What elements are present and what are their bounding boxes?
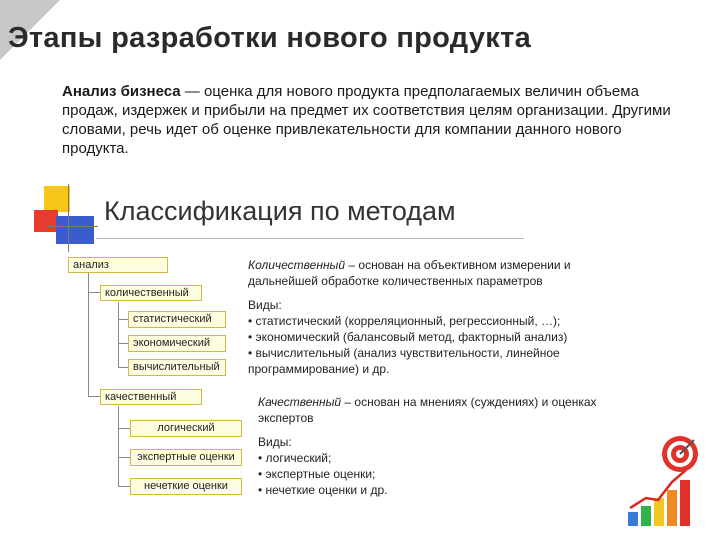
quantitative-term: Количественный [248, 258, 346, 272]
quantitative-type-item: • вычислительный (анализ чувствительности, линейное программирование) и др. [248, 346, 560, 376]
qualitative-definition [258, 394, 598, 426]
qualitative-types-label: Виды: [258, 435, 292, 449]
qualitative-type-item: • нечеткие оценки и др. [258, 483, 388, 497]
tree-node-statistical: статистический [128, 311, 226, 328]
logo-blue-square [56, 216, 94, 244]
qualitative-type-item: • экспертные оценки; [258, 467, 376, 481]
tree-node-expert: экспертные оценки [130, 449, 242, 466]
quantitative-definition-text: – основан на объективном измерении и дальнейшей обработке количественных параметров [248, 258, 571, 288]
tree-node-fuzzy: нечеткие оценки [130, 478, 242, 495]
intro-term: Анализ бизнеса [62, 83, 181, 100]
qualitative-definition-text: – основан на мнениях (суждениях) и оценках экспертов [258, 395, 597, 425]
tree-node-qualitative: качественный [100, 389, 202, 405]
tree-node-analysis: анализ [68, 257, 168, 273]
intro-paragraph [62, 82, 682, 158]
quantitative-type-item: • статистический (корреляционный, регрессионный, …); [248, 314, 561, 328]
quantitative-description [248, 257, 618, 377]
logo-red-square [34, 210, 58, 232]
tree-connector [88, 272, 89, 396]
tree-connector [118, 406, 119, 486]
target-chart-decoration-icon [624, 430, 704, 530]
quantitative-definition [248, 257, 618, 289]
tree-node-computational: вычислительный [128, 359, 226, 376]
quantitative-type-item: • экономический (балансовый метод, факторный анализ) [248, 330, 568, 344]
logo-horizontal-line [46, 226, 98, 227]
tree-node-economic: экономический [128, 335, 226, 352]
tree-connector [118, 302, 119, 368]
qualitative-term: Качественный [258, 395, 342, 409]
logo-yellow-square [44, 186, 70, 212]
logo-vertical-line [68, 184, 69, 252]
quantitative-types-label: Виды: [248, 298, 282, 312]
page-title: Этапы разработки нового продукта [8, 22, 532, 54]
qualitative-type-item: • логический; [258, 451, 332, 465]
qualitative-description [258, 394, 598, 498]
slide-title: Классификация по методам [104, 196, 456, 226]
intro-text: — оценка для нового продукта предполагаемых величин объема продаж, издержек и прибыли на предмет их соответствия целям организации. Другими словами, речь идет об оценке привлекательности для компании данного нового продукта. [62, 83, 671, 157]
slide-logo [34, 186, 94, 252]
slide-title-rule [96, 238, 524, 239]
tree-node-quantitative: количественный [100, 285, 202, 301]
tree-node-logical: логический [130, 420, 242, 437]
